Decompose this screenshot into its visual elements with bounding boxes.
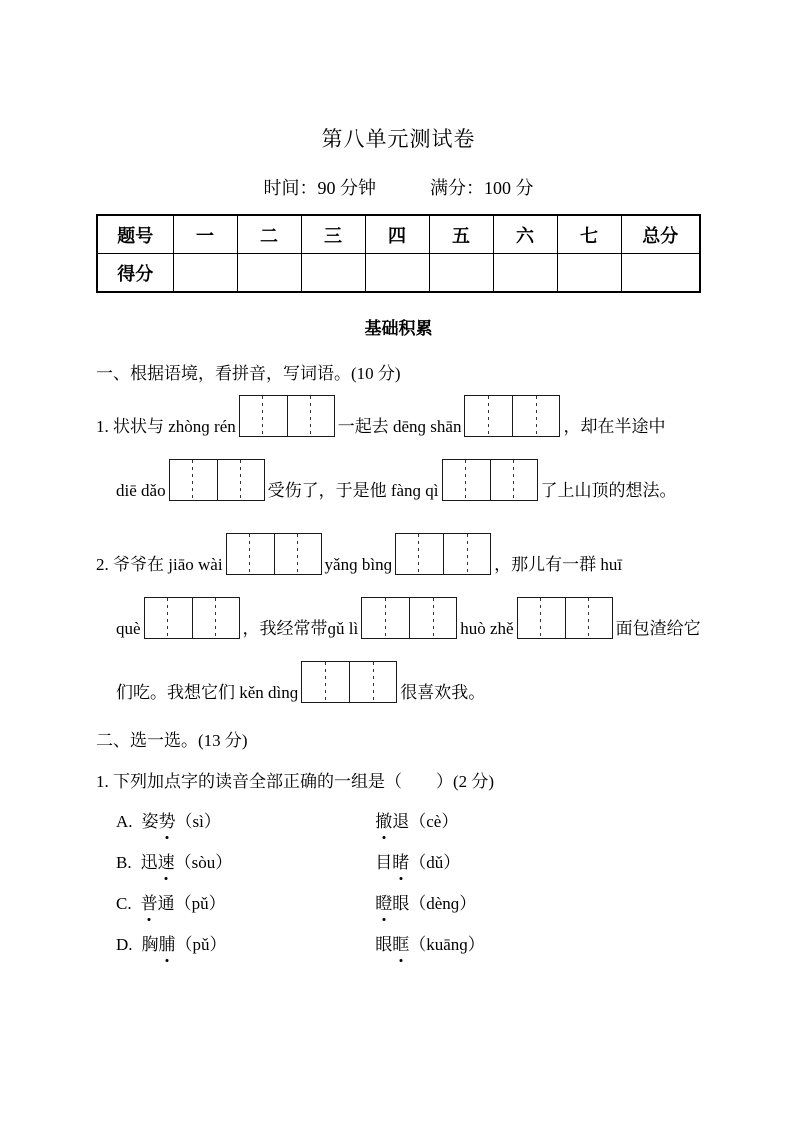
option-b-left [116,851,371,875]
option-word: （sì） [175,812,221,831]
option-word: （sòu） [174,853,233,872]
dotted-char: 速 [158,851,175,875]
exam-time-score-info: 时间：90 分钟 满分：100 分 [263,178,534,198]
exam-title: 第八单元测试卷 [321,127,476,151]
q1-text: 一起去 dēnɡ shān [337,417,462,436]
option-word: 通（pǔ） [157,894,226,913]
score-cell-empty [237,254,301,293]
score-table-cell-4: 四 [365,215,429,254]
part1-q1-line1 [96,395,701,437]
option-word: 姿 [141,812,159,831]
score-table-cell-2: 二 [237,215,301,254]
option-label: B. [116,853,132,872]
option-word: 迅 [140,853,158,872]
option-row-b [96,851,701,875]
q1-text: 1. 状状与 zhònɡ rén [96,417,236,436]
option-word: 目 [375,853,393,872]
option-row-a [96,810,701,834]
score-cell-empty [173,254,237,293]
option-word: （kuānɡ） [409,935,485,954]
score-table-cell-5: 五 [429,215,493,254]
option-row-c [96,892,701,916]
score-cell-empty [365,254,429,293]
score-cell-empty [429,254,493,293]
dotted-char: 眶 [392,933,409,957]
q2-text: 很喜欢我。 [400,683,486,702]
dotted-char: 势 [159,810,176,834]
option-b-right [375,853,460,872]
q2-text: què [116,619,141,638]
option-a-left [116,810,371,834]
pinyin-write-box [442,459,538,501]
option-d-right [375,935,485,954]
q2-text: huò zhě [460,619,514,638]
score-cell-empty [301,254,365,293]
score-table-score-row [97,254,700,293]
score-table-header-row [97,215,700,254]
dotted-char: 撤 [375,810,392,834]
option-word: 眼（dènɡ） [392,894,477,913]
score-table-cell-timu: 题号 [97,215,173,254]
q2-text: ，那儿有一群 huī [494,555,623,574]
option-word: 胸 [141,935,159,954]
part1-q1-line2 [116,459,701,501]
pinyin-write-box [301,661,397,703]
part1-q2-line3 [116,661,701,703]
score-cell-empty [493,254,557,293]
score-row-label: 得分 [97,254,173,293]
q1-text: ，却在半途中 [563,417,666,436]
option-word: （dǔ） [409,853,461,872]
option-c-right [375,894,476,913]
score-table-cell-1: 一 [173,215,237,254]
pinyin-write-box [226,533,322,575]
option-word: 退（cè） [392,812,459,831]
option-c-left [116,892,371,916]
q2-text: ，我经常带ɡǔ lì [242,619,359,638]
option-row-d [96,933,701,957]
pinyin-write-box [144,597,240,639]
q2-text: 面包渣给它 [615,619,701,638]
pinyin-write-box [395,533,491,575]
pinyin-write-box [464,395,560,437]
q2-text: yǎnɡ bìnɡ [324,555,393,574]
score-table-cell-total: 总分 [621,215,700,254]
dotted-char: 脯 [159,933,176,957]
option-label: D. [116,935,133,954]
part2-q1-text: 1. 下列加点字的读音全部正确的一组是（ ）(2 分) [96,772,495,791]
q2-text: 2. 爷爷在 jiāo wài [96,555,223,574]
option-word: 眼 [375,935,393,954]
pinyin-write-box [361,597,457,639]
dotted-char: 睹 [392,851,409,875]
score-cell-empty [557,254,621,293]
part1-q2-line1 [96,533,701,575]
dotted-char: 普 [141,892,158,916]
option-label: A. [116,812,133,831]
option-d-left [116,933,371,957]
part1-q2-line2 [116,597,701,639]
option-word: （pǔ） [175,935,227,954]
q1-text: 了上山顶的想法。 [540,481,677,500]
pinyin-write-box [169,459,265,501]
dotted-char: 瞪 [375,892,392,916]
score-table-cell-3: 三 [301,215,365,254]
q1-text: diē dǎo [116,481,166,500]
part2-heading: 二、选一选。(13 分) [96,731,248,750]
q2-text: 们吃。我想它们 kěn dìnɡ [116,683,299,702]
option-a-right [375,812,458,831]
score-table-cell-6: 六 [493,215,557,254]
section-banner-basics: 基础积累 [364,319,433,338]
score-cell-empty [621,254,700,293]
score-table-cell-7: 七 [557,215,621,254]
part1-heading: 一、根据语境，看拼音，写词语。(10 分) [96,364,401,383]
pinyin-write-box [239,395,335,437]
option-label: C. [116,894,132,913]
q1-text: 受伤了，于是他 fànɡ qì [267,481,439,500]
score-table [96,214,701,293]
pinyin-write-box [517,597,613,639]
